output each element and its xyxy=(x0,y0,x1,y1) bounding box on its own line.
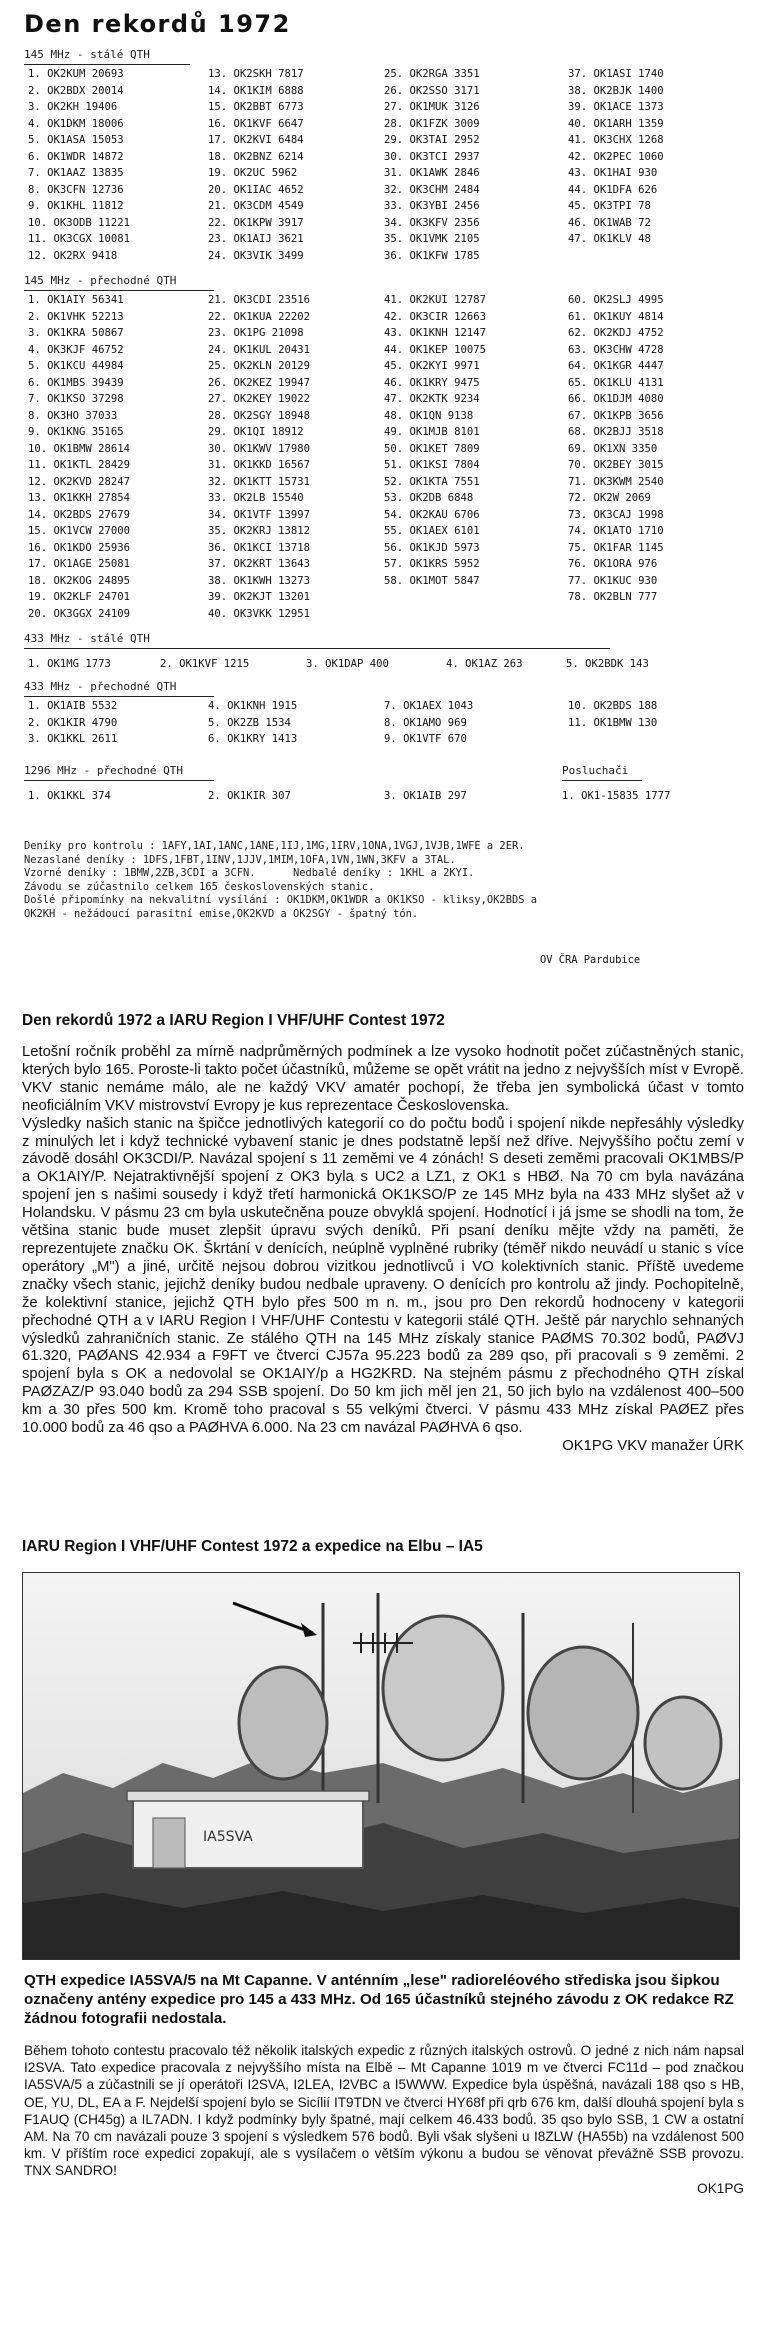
result-entry: 42. OK2PEC 1060 xyxy=(568,150,664,163)
result-entry: 41. OK3CHX 1268 xyxy=(568,134,664,146)
results-145-portable xyxy=(28,294,748,630)
result-entry: 50. OK1KET 7809 xyxy=(384,442,480,455)
result-entry: 73. OK3CAJ 1998 xyxy=(568,508,664,521)
result-entry: 29. OK1QI 18912 xyxy=(208,426,304,438)
result-entry: 25. OK2RGA 3351 xyxy=(384,68,480,80)
result-entry: 47. OK2KTK 9234 xyxy=(384,393,480,405)
result-entry: 75. OK1FAR 1145 xyxy=(568,541,664,554)
result-entry: 35. OK1VMK 2105 xyxy=(384,233,480,245)
results-column xyxy=(208,294,310,624)
result-entry: 12. OK2RX 9418 xyxy=(28,249,118,262)
results-column xyxy=(384,700,473,750)
result-entry: 3. OK1KKL 2611 xyxy=(28,733,118,745)
section-heading-433-portable: 433 MHz - přechodné QTH xyxy=(24,680,177,693)
result-entry: 16. OK1KVF 6647 xyxy=(208,117,304,130)
section-rule xyxy=(24,648,610,649)
result-entry: 30. OK3TCI 2937 xyxy=(384,150,480,163)
result-entry: 78. OK2BLN 777 xyxy=(568,591,658,603)
result-entry: 57. OK1KRS 5952 xyxy=(384,558,480,570)
result-entry: 25. OK2KLN 20129 xyxy=(208,360,311,372)
section-rule xyxy=(562,780,642,781)
results-145-fixed xyxy=(28,68,748,268)
result-entry: 3. OK1KRA 50867 xyxy=(28,327,124,339)
result-433-fixed-2: 2. OK1KVF 1215 xyxy=(160,658,250,670)
article-paragraph: Během tohoto contestu pracovalo též několik italských expedic z různých italských ostrovů. O jedné z nich nám napsal I2SVA. Tato expedice pracovala z nejvyššího místa na Elbě – Mt Capanne 1019 m ve čtverci FC11d – pod značkou IA5SVA/5 a zúčastnili se jí operátoři I2SVA, I2LEA, I2VBC a I5WWW. Expedice byla úspěšná, navázali 188 qso s HB, OE, YU, DL, EA a F. Nejdelší spojení bylo se Sicílií IT9TDN ve čtverci HY68f při qrb 676 km, další dlouhá spojení byla s F1AUQ (CH45g) a IL7ADN. I když podmínky byly špatné, mají celkem 46.433 bodů. 35 qso bylo SSB, 1 CW a ostatní AM. Na 70 cm navázali pouze 3 spojení s výsledkem 576 bodů. Byli však slyšeni u I8ZLW (HA55b) na vzdálenost 500 km. V příštím roce expedici zopakují, ale s vysílačem o větším výkonu a budou se věnovat převážně SSB provozu. TNX SANDRO! xyxy=(24,2043,744,2179)
result-entry: 22. OK1KUA 22202 xyxy=(208,310,311,323)
listeners-heading: Posluchači xyxy=(562,764,629,777)
result-entry: 42. OK3CIR 12663 xyxy=(384,310,487,323)
result-entry: 32. OK1KTT 15731 xyxy=(208,475,311,488)
result-entry: 65. OK1KLU 4131 xyxy=(568,376,664,389)
result-entry: 5. OK1KCU 44984 xyxy=(28,360,124,372)
section-heading-145-portable: 145 MHz - přechodné QTH xyxy=(24,274,177,287)
results-column xyxy=(384,68,480,266)
expedition-article-body xyxy=(24,2042,744,2197)
result-entry: 34. OK3KFV 2356 xyxy=(384,216,480,229)
listener-result: 1. OK1-15835 1777 xyxy=(562,790,671,802)
result-entry: 19. OK2UC 5962 xyxy=(208,167,298,179)
section-rule xyxy=(24,780,214,781)
result-entry: 7. OK1AEX 1043 xyxy=(384,700,474,712)
result-entry: 70. OK2BEY 3015 xyxy=(568,459,664,471)
results-column xyxy=(28,700,117,750)
result-entry: 36. OK1KCI 13718 xyxy=(208,541,311,554)
result-entry xyxy=(568,608,664,625)
result-entry: 4. OK3KJF 46752 xyxy=(28,343,124,356)
results-column xyxy=(568,68,664,266)
article-paragraph: Letošní ročník proběhl za mírně nadprůměrných podmínek a lze vysoko hodnotit počet zúčastněných stanic, kterých bylo 165. Poroste-li takto počet účastníků, můžeme se opět vrátit na jedno z nejvyšších míst v Evropě. VKV stanic nemáme málo, ale ne každý VKV amatér pochopí, že třeba jen symbolická účast v tomto neoficiálním VKV mistrovství Evropy je kus reprezentace Československa. xyxy=(22,1044,744,1114)
section-heading-1296: 1296 MHz - přechodné QTH xyxy=(24,764,183,777)
result-entry: 8. OK3HO 37033 xyxy=(28,409,118,422)
note-line: Závodu se zúčastnilo celkem 165 československých stanic. xyxy=(24,880,375,893)
photo-caption: QTH expedice IA5SVA/5 na Mt Capanne. V anténním „lese" radioreléového střediska jsou šipkou označeny antény expedice pro 145 a 433 MHz. Od 165 účastníků stejného závodu z OK redakce RZ žádnou fotografii nedostala. xyxy=(24,1972,734,2027)
article-title-expedition: IARU Region I VHF/UHF Contest 1972 a expedice na Elbu – IA5 xyxy=(22,1538,483,1555)
result-entry: 9. OK1KNG 35165 xyxy=(28,426,124,438)
result-entry: 21. OK3CDM 4549 xyxy=(208,200,304,212)
result-entry: 46. OK1KRY 9475 xyxy=(384,376,480,389)
result-entry: 33. OK3YBI 2456 xyxy=(384,200,480,212)
note-line: Deníky pro kontrolu : 1AFY,1AI,1ANC,1ANE,1IJ,1MG,1IRV,1ONA,1VGJ,1VJB,1WFE a 2ER. xyxy=(24,840,525,852)
article-signature: OK1PG VKV manažer ÚRK xyxy=(562,1437,744,1454)
result-1296-3: 3. OK1AIB 297 xyxy=(384,790,467,802)
result-entry: 29. OK3TAI 2952 xyxy=(384,134,480,146)
result-entry: 23. OK1AIJ 3621 xyxy=(208,233,304,245)
result-entry xyxy=(384,608,486,625)
result-entry: 36. OK1KFW 1785 xyxy=(384,249,480,262)
result-entry: 1. OK1AIB 5532 xyxy=(28,700,118,712)
result-entry: 38. OK2BJK 1400 xyxy=(568,84,664,97)
result-entry: 33. OK2LB 15540 xyxy=(208,492,304,504)
result-entry: 67. OK1KPB 3656 xyxy=(568,409,664,422)
result-entry: 55. OK1AEX 6101 xyxy=(384,525,480,537)
result-entry: 9. OK1VTF 670 xyxy=(384,733,467,745)
article-signature: OK1PG xyxy=(697,2180,744,2196)
results-column xyxy=(208,68,304,266)
result-entry: 10. OK1BMW 28614 xyxy=(28,442,131,455)
result-entry: 22. OK1KPW 3917 xyxy=(208,216,304,229)
result-entry: 68. OK2BJJ 3518 xyxy=(568,426,664,438)
result-entry: 8. OK3CFN 12736 xyxy=(28,183,124,196)
result-entry: 17. OK2KVI 6484 xyxy=(208,134,304,146)
result-entry: 52. OK1KTA 7551 xyxy=(384,475,480,488)
result-entry: 37. OK1ASI 1740 xyxy=(568,68,664,80)
result-entry: 6. OK1WDR 14872 xyxy=(28,150,124,163)
result-entry: 7. OK1KSO 37298 xyxy=(28,393,124,405)
result-entry: 31. OK1AWK 2846 xyxy=(384,167,480,179)
result-entry: 24. OK3VIK 3499 xyxy=(208,249,304,262)
result-entry: 66. OK1DJM 4080 xyxy=(568,393,664,405)
result-entry: 54. OK2KAU 6706 xyxy=(384,508,480,521)
result-entry: 40. OK3VKK 12951 xyxy=(208,607,311,620)
results-column xyxy=(384,294,486,624)
article-paragraph: Výsledky našich stanic na špičce jednotlivých kategorií co do počtu bodů i spojení nikde nepřesáhly výsledky z minulých let i když technické vybavení stanic je dnes podstatně lepší než dříve. Nejvyššího počtu zemí v závodě dosáhl OK3CDI/P. Navázal spojení s 11 zeměmi ve 4 zónách! S deseti zeměmi pracovali OK1MBS/P a OK1AIY/P. Nejatraktivnější spojení z OK3 byla s UC2 a LZ1, z OK1 s HBØ. Na 70 cm byla navázána spojení jen s našimi sousedy i když třetí harmonická OK1KSO/P ze 145 MHz byla na 433 MHz slyšet až v Holandsku. V pásmu 23 cm byla uskutečněna pouze obvyklá spojení. Hodnotící i já jsme se shodli na tom, že většina stanic bude muset zlepšit úpravu svých deníků. Při psaní deníku mějte vždy na paměti, že reprezentujete značku OK. Škrtání v denících, neúplně vyplněné rubriky (téměř nikdo neuvádí u stanic s více operátory „M") a jiné, určitě nejsou dobrou vizitkou jednotlivců i VO kolektivních stanic. Příště uvedeme značky všech stanic, jejichž deníky budou nedbale upraveny. O denících pro kontrolu až jindy. Pochopitelně, že kolektivní stanice, jejichž QTH bylo přes 500 m n. m., jsou pro Den rekordů hodnoceny v kategorii přechodné QTH a v IARU Region I VHF/UHF Contestu v kategorii stálé QTH. Ještě pár narychlo sehnaných výsledků zahraničních stanic. Ze stálého QTH na 145 MHz získaly stanice PAØMS 70.302 bodů, PAØVJ 61.320, PAØANS 42.934 a F9FT ve čtverci CJ57a 95.223 bodů za 289 qso, při pracovali s 9 zeměmi. 2 spojení byla s OK a nedovolal se OK1AIY/p a HG2KRD. Na stejném pásmu z přechodného QTH získal PAØZAZ/P 93.040 bodů za 294 SSB spojení. Do 50 km jich měl jen 21, 50 jich bylo na vzdálenost 400–500 km a 30 přes 500 km. Kromě toho pracoval s 55 velkými čtverci. V pásmu 433 MHz získal PAØEZ přes 10.000 bodů za 46 qso a PAØHVA 6.000. Na 23 cm navázal PAØHVA 6 qso. xyxy=(22,1115,744,1437)
result-entry: 6. OK1MBS 39439 xyxy=(28,376,124,389)
result-entry: 10. OK3ODB 11221 xyxy=(28,216,131,229)
result-entry: 27. OK2KEY 19022 xyxy=(208,393,311,405)
result-entry: 49. OK1MJB 8101 xyxy=(384,426,480,438)
results-column xyxy=(568,700,657,750)
result-entry: 76. OK1ORA 976 xyxy=(568,558,658,570)
result-entry: 58. OK1MOT 5847 xyxy=(384,574,480,587)
result-entry: 4. OK1KNH 1915 xyxy=(208,700,298,712)
result-entry: 28. OK1FZK 3009 xyxy=(384,117,480,130)
result-entry: 45. OK2KYI 9971 xyxy=(384,360,480,372)
result-entry: 71. OK3KWM 2540 xyxy=(568,475,664,488)
note-line: Nezaslané deníky : 1DFS,1FBT,1INV,1JJV,1MIM,1OFA,1VN,1WN,3KFV a 3TAL. xyxy=(24,853,456,866)
result-entry: 11. OK1KTL 28429 xyxy=(28,459,131,471)
result-entry: 15. OK1VCW 27000 xyxy=(28,525,131,537)
result-entry: 43. OK1HAI 930 xyxy=(568,167,658,179)
result-entry: 1. OK2KUM 20693 xyxy=(28,68,124,80)
result-entry: 28. OK2SGY 18948 xyxy=(208,409,311,422)
page-title: Den rekordů 1972 xyxy=(24,10,291,38)
photo-sign-text: IA5SVA xyxy=(203,1829,253,1845)
result-1296-2: 2. OK1KIR 307 xyxy=(208,790,291,802)
result-entry: 44. OK1KEP 10075 xyxy=(384,343,487,356)
results-column xyxy=(568,294,664,624)
section-heading-145-fixed: 145 MHz - stálé QTH xyxy=(24,48,150,61)
result-entry: 23. OK1PG 21098 xyxy=(208,327,304,339)
result-entry: 5. OK2ZB 1534 xyxy=(208,716,291,729)
result-entry: 10. OK2BDS 188 xyxy=(568,700,658,712)
result-1296-1: 1. OK1KKL 374 xyxy=(28,790,111,802)
result-entry: 77. OK1KUC 930 xyxy=(568,574,658,587)
result-entry: 3. OK2KH 19406 xyxy=(28,101,118,113)
result-entry: 41. OK2KUI 12787 xyxy=(384,294,487,306)
result-entry xyxy=(568,250,664,267)
result-entry: 74. OK1ATO 1710 xyxy=(568,525,664,537)
result-entry: 53. OK2DB 6848 xyxy=(384,492,474,504)
result-entry: 1. OK1AIY 56341 xyxy=(28,294,124,306)
result-entry: 43. OK1KNH 12147 xyxy=(384,327,487,339)
article-title: Den rekordů 1972 a IARU Region I VHF/UHF Contest 1972 xyxy=(22,1012,445,1029)
result-entry: 21. OK3CDI 23516 xyxy=(208,294,311,306)
results-column xyxy=(28,294,130,624)
result-entry: 35. OK2KRJ 13812 xyxy=(208,525,311,537)
result-entry: 46. OK1WAB 72 xyxy=(568,216,651,229)
results-block xyxy=(0,0,762,1000)
result-entry: 26. OK2KEZ 19947 xyxy=(208,376,311,389)
result-433-fixed-1: 1. OK1MG 1773 xyxy=(28,658,111,670)
result-entry: 20. OK1IAC 4652 xyxy=(208,183,304,196)
result-entry: 48. OK1QN 9138 xyxy=(384,409,474,422)
result-entry: 17. OK1AGE 25081 xyxy=(28,558,131,570)
result-entry: 47. OK1KLV 48 xyxy=(568,233,651,245)
result-entry xyxy=(384,591,486,608)
result-entry: 34. OK1VTF 13997 xyxy=(208,508,311,521)
note-line: Vzorné deníky : 1BMW,2ZB,3CDI a 3CFN. Nedbalé deníky : 1KHL a 2KYI. xyxy=(24,867,475,879)
section-heading-433-fixed: 433 MHz - stálé QTH xyxy=(24,632,150,645)
result-entry: 51. OK1KSI 7804 xyxy=(384,459,480,471)
result-entry: 11. OK3CGX 10081 xyxy=(28,233,131,245)
result-entry: 8. OK1AMO 969 xyxy=(384,716,467,729)
result-entry: 69. OK1XN 3350 xyxy=(568,442,658,455)
result-entry: 26. OK2SSO 3171 xyxy=(384,84,480,97)
result-entry: 63. OK3CHW 4728 xyxy=(568,343,664,356)
notes-signature: OV ČRA Pardubice xyxy=(540,954,641,966)
photo-antenna-site xyxy=(22,1572,740,1960)
result-entry: 72. OK2W 2069 xyxy=(568,492,651,504)
note-line: OK2KH - nežádoucí parasitní emise,OK2KVD a OK2SGY - špatný tón. xyxy=(24,907,419,920)
result-entry: 61. OK1KUY 4814 xyxy=(568,310,664,323)
result-entry: 19. OK2KLF 24701 xyxy=(28,591,131,603)
result-entry: 2. OK2BDX 20014 xyxy=(28,84,124,97)
result-entry: 4. OK1DKM 18006 xyxy=(28,117,124,130)
result-entry: 39. OK1ACE 1373 xyxy=(568,101,664,113)
result-entry: 7. OK1AAZ 13835 xyxy=(28,167,124,179)
result-433-fixed-3: 3. OK1DAP 400 xyxy=(306,658,389,670)
result-entry: 32. OK3CHM 2484 xyxy=(384,183,480,196)
result-entry: 62. OK2KDJ 4752 xyxy=(568,327,664,339)
contest-notes xyxy=(24,840,744,921)
result-entry: 11. OK1BMW 130 xyxy=(568,716,658,729)
result-entry: 27. OK1MUK 3126 xyxy=(384,101,480,113)
result-entry: 6. OK1KRY 1413 xyxy=(208,733,298,745)
result-entry: 37. OK2KRT 13643 xyxy=(208,558,311,570)
result-entry: 45. OK3TPI 78 xyxy=(568,200,651,212)
result-433-fixed-4: 4. OK1AZ 263 xyxy=(446,658,523,670)
result-entry: 15. OK2BBT 6773 xyxy=(208,101,304,113)
result-entry: 16. OK1KDO 25936 xyxy=(28,541,131,554)
result-entry: 13. OK2SKH 7817 xyxy=(208,68,304,80)
result-entry: 14. OK2BDS 27679 xyxy=(28,508,131,521)
result-entry: 38. OK1KWH 13273 xyxy=(208,574,311,587)
result-entry: 18. OK2KOG 24895 xyxy=(28,574,131,587)
result-entry xyxy=(568,733,657,750)
results-column xyxy=(28,68,130,266)
result-entry: 24. OK1KUL 20431 xyxy=(208,343,311,356)
result-entry: 13. OK1KKH 27854 xyxy=(28,492,131,504)
result-entry: 18. OK2BNZ 6214 xyxy=(208,150,304,163)
results-433-portable xyxy=(28,700,748,752)
note-line: Došlé připomínky na nekvalitní vysílání : OK1DKM,OK1WDR a OK1KSO - kliksy,OK2BDS a xyxy=(24,894,537,906)
result-entry: 40. OK1ARH 1359 xyxy=(568,117,664,130)
result-entry: 64. OK1KGR 4447 xyxy=(568,360,664,372)
result-entry: 30. OK1KWV 17980 xyxy=(208,442,311,455)
result-entry: 9. OK1KHL 11812 xyxy=(28,200,124,212)
result-entry: 2. OK1KIR 4790 xyxy=(28,716,118,729)
result-entry: 60. OK2SLJ 4995 xyxy=(568,294,664,306)
result-entry: 39. OK2KJT 13201 xyxy=(208,591,311,603)
result-entry: 2. OK1VHK 52213 xyxy=(28,310,124,323)
result-entry: 56. OK1KJD 5973 xyxy=(384,541,480,554)
section-rule xyxy=(24,290,214,291)
result-entry: 44. OK1DFA 626 xyxy=(568,183,658,196)
result-entry: 14. OK1KIM 6888 xyxy=(208,84,304,97)
result-entry: 31. OK1KKD 16567 xyxy=(208,459,311,471)
section-rule xyxy=(24,64,190,65)
photo-illustration xyxy=(23,1573,740,1960)
results-column xyxy=(208,700,297,750)
result-entry: 20. OK3GGX 24109 xyxy=(28,607,131,620)
result-433-fixed-5: 5. OK2BDK 143 xyxy=(566,658,649,670)
result-entry: 12. OK2KVD 28247 xyxy=(28,475,131,488)
section-rule xyxy=(24,696,214,697)
result-entry: 5. OK1ASA 15053 xyxy=(28,134,124,146)
article-body xyxy=(22,1044,744,1456)
